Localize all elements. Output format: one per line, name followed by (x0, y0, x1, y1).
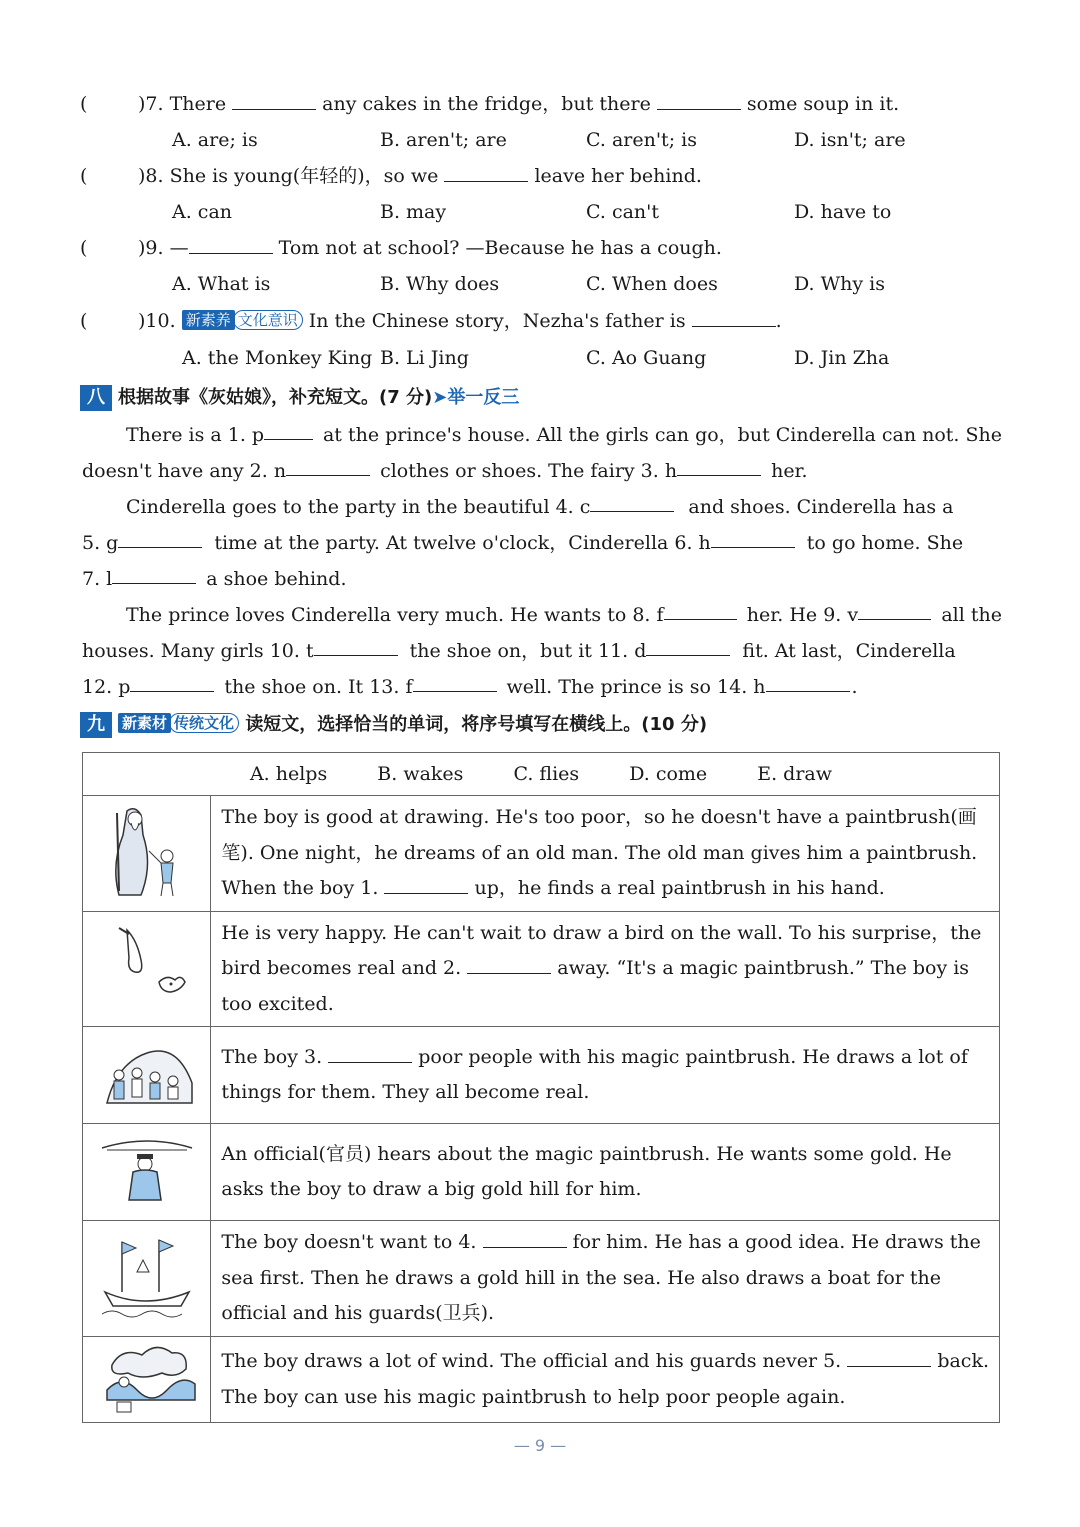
story-row (83, 1337, 1000, 1423)
new-literacy-badge: 新素养 (182, 310, 235, 330)
passage-text: well. The prince is so 14. h (506, 676, 766, 698)
answer-blank[interactable] (692, 304, 776, 327)
option-d[interactable]: D. Jin Zha (794, 347, 890, 369)
boat-sea-illustration (83, 1221, 211, 1337)
passage-text: 7. l (82, 568, 113, 590)
option-b[interactable]: B. may (380, 201, 447, 223)
story-line (221, 1225, 989, 1261)
question-text: some soup in it. (746, 93, 900, 115)
option-d[interactable]: D. Why is (794, 273, 886, 295)
fill-blank[interactable] (328, 1040, 412, 1063)
option-c[interactable]: C. Ao Guang (586, 347, 707, 369)
passage-line (82, 597, 1002, 633)
passage-text: 5. g (82, 532, 119, 554)
passage-line (82, 417, 1002, 453)
wind-waves-illustration (83, 1337, 211, 1423)
story-line: asks the boy to draw a big gold hill for him. (221, 1178, 642, 1200)
fill-blank[interactable] (590, 489, 674, 512)
passage-text: at the prince's house. All the girls can go，but Cinderella can not. She (322, 424, 1002, 446)
passage-text: fit. At last，Cinderella (742, 640, 956, 662)
passage-text: the shoe on. It 13. f (224, 676, 413, 698)
fill-blank[interactable] (112, 561, 196, 584)
option-b[interactable]: B. Li Jing (380, 347, 469, 369)
section-title: 读短文，选择恰当的单词，将序号填写在横线上。(10 分) (245, 714, 708, 735)
fill-blank[interactable] (130, 669, 214, 692)
option-c[interactable]: C. aren't; is (586, 129, 697, 151)
answer-blank[interactable] (232, 87, 316, 110)
answer-paren[interactable]: ( (80, 237, 88, 259)
story-text (211, 1027, 1000, 1124)
story-line (221, 1040, 989, 1076)
story-row (83, 911, 1000, 1027)
option-b[interactable]: B. aren't; are (380, 129, 507, 151)
answer-paren[interactable]: ( (80, 165, 88, 187)
question-text: Tom not at school? —Because he has a cough. (278, 237, 722, 259)
story-text (211, 1337, 1000, 1423)
passage-line (82, 453, 1002, 489)
poor-people-illustration (83, 1027, 211, 1124)
passage-text: time at the party. At twelve o'clock，Cinderella 6. h (214, 532, 711, 554)
passage-text: There is a 1. p (126, 424, 265, 446)
question-number: )8. (138, 165, 164, 187)
passage-line (82, 669, 1002, 705)
question-number: )9. (138, 237, 164, 259)
word-bank-row (83, 753, 1000, 796)
question-text: any cakes in the fridge，but there (322, 93, 651, 115)
fill-blank[interactable] (286, 453, 370, 476)
section-number: 九 (80, 712, 112, 738)
section-title: 根据故事《灰姑娘》，补充短文。(7 分) (118, 387, 433, 408)
question-text: In the Chinese story，Nezha's father is (308, 310, 686, 332)
story-line: He is very happy. He can't wait to draw a bird on the wall. To his surprise，the (221, 921, 982, 944)
question-number: )10. (138, 310, 176, 332)
story-line: 笔). One night，he dreams of an old man. The old man gives him a paintbrush. (221, 841, 978, 864)
fill-blank[interactable] (664, 597, 737, 620)
option-c[interactable]: C. When does (586, 273, 718, 295)
story-text-part: The boy doesn't want to 4. (221, 1231, 477, 1254)
page-number: — 9 — (513, 1436, 567, 1455)
question-text: leave her behind. (534, 165, 702, 187)
option-d[interactable]: D. have to (794, 201, 892, 223)
passage-text: clothes or shoes. The fairy 3. h (380, 460, 678, 482)
fill-blank[interactable] (264, 417, 313, 440)
passage-text: . (851, 676, 858, 698)
story-row (83, 796, 1000, 912)
magic-paintbrush-table (82, 752, 1000, 1423)
old-man-boy-illustration (83, 796, 211, 912)
word-option: B. wakes (377, 763, 464, 785)
passage-text: her. (771, 460, 808, 482)
question-text: She is young(年轻的)，so we (169, 165, 439, 187)
options-10 (80, 340, 1000, 376)
story-text-part: The boy draws a lot of wind. The official and his guards never 5. (221, 1350, 842, 1372)
passage-text: doesn't have any 2. n (82, 460, 287, 482)
story-line: things for them. They all become real. (221, 1081, 590, 1103)
passage-text: Cinderella goes to the party in the beautiful 4. c (126, 496, 591, 518)
option-a[interactable]: A. the Monkey King (182, 347, 373, 369)
story-text-part: up，he finds a real paintbrush in his hand. (474, 877, 885, 899)
option-d[interactable]: D. isn't; are (794, 129, 906, 151)
section-9-header (80, 710, 707, 740)
story-text-part: poor people with his magic paintbrush. He draws a lot of (418, 1045, 968, 1068)
story-line: The boy is good at drawing. He's too poor，so he doesn't have a paintbrush(画 (221, 806, 977, 828)
fill-blank[interactable] (646, 633, 730, 656)
fill-blank[interactable] (413, 669, 497, 692)
story-text-part: back. (937, 1350, 989, 1372)
word-option: A. helps (249, 763, 328, 785)
passage-text: 12. p (82, 676, 131, 698)
story-line: sea first. Then he draws a gold hill in the sea. He also draws a boat for the (221, 1266, 942, 1289)
story-text-part: away. “It's a magic paintbrush.” The boy is (557, 957, 970, 979)
passage-text: a shoe behind. (206, 568, 347, 590)
word-option: C. flies (513, 763, 580, 785)
options-9 (80, 266, 1000, 302)
story-text-part: When the boy 1. (221, 877, 379, 899)
story-text-part: bird becomes real and 2. (221, 957, 462, 979)
tip-link[interactable]: ➤举一反三 (432, 387, 520, 408)
question-text: There (169, 93, 227, 115)
answer-blank[interactable] (189, 231, 273, 254)
story-line: An official(官员) hears about the magic paintbrush. He wants some gold. He (221, 1142, 952, 1165)
option-b[interactable]: B. Why does (380, 273, 500, 295)
story-text (211, 796, 1000, 912)
story-text (211, 1221, 1000, 1337)
option-a[interactable]: A. can (172, 201, 233, 223)
option-a[interactable]: A. What is (172, 273, 271, 295)
fill-blank[interactable] (858, 597, 931, 620)
story-row (83, 1027, 1000, 1124)
passage-line (82, 489, 1002, 525)
passage-line (82, 633, 1002, 669)
fill-blank[interactable] (677, 453, 761, 476)
passage-line (82, 525, 1002, 561)
passage-text: to go home. She (806, 532, 964, 554)
fill-blank[interactable] (384, 871, 468, 894)
story-row (83, 1221, 1000, 1337)
story-text-part: for him. He has a good idea. He draws the (572, 1231, 981, 1254)
culture-awareness-badge: 文化意识 (233, 310, 303, 330)
traditional-culture-badge: 传统文化 (169, 713, 239, 733)
story-line: The boy can use his magic paintbrush to help poor people again. (221, 1385, 846, 1408)
story-line (221, 1344, 989, 1380)
answer-blank[interactable] (657, 87, 741, 110)
options-7 (80, 122, 1000, 158)
brush-bird-illustration (83, 911, 211, 1027)
fill-blank[interactable] (711, 525, 795, 548)
question-text: — (169, 237, 189, 259)
passage-text: houses. Many girls 10. t (82, 640, 314, 662)
story-text-part: The boy 3. (221, 1045, 323, 1068)
word-option: D. come (629, 763, 708, 785)
answer-paren[interactable]: ( (80, 93, 88, 115)
passage-text: the shoe on，but it 11. d (409, 640, 647, 662)
word-bank (83, 753, 1000, 796)
story-line (221, 871, 989, 907)
passage-text: and shoes. Cinderella has a (688, 496, 954, 518)
passage-text: her. He 9. v (746, 604, 859, 626)
cinderella-passage (82, 417, 1002, 705)
fill-blank[interactable] (483, 1225, 567, 1248)
passage-text: all the (941, 604, 1002, 626)
fill-blank[interactable] (314, 633, 398, 656)
section-8-header (80, 383, 519, 413)
word-option: E. draw (757, 763, 833, 785)
story-line (221, 951, 989, 987)
story-text (211, 1124, 1000, 1221)
answer-paren[interactable]: ( (80, 310, 88, 332)
answer-blank[interactable] (444, 159, 528, 182)
option-c[interactable]: C. can't (586, 201, 660, 223)
section-number: 八 (80, 385, 112, 411)
passage-text: The prince loves Cinderella very much. He wants to 8. f (126, 604, 664, 626)
story-line: too excited. (221, 992, 334, 1015)
fill-blank[interactable] (467, 951, 551, 974)
fill-blank[interactable] (766, 669, 850, 692)
fill-blank[interactable] (847, 1344, 931, 1367)
fill-blank[interactable] (118, 525, 202, 548)
story-row (83, 1124, 1000, 1221)
passage-line (82, 561, 1002, 597)
question-number: )7. (138, 93, 164, 115)
options-8 (80, 194, 1000, 230)
story-line: official and his guards(卫兵). (221, 1302, 495, 1325)
official-illustration (83, 1124, 211, 1221)
story-text (211, 911, 1000, 1027)
new-material-badge: 新素材 (118, 713, 171, 733)
question-text: . (775, 310, 782, 332)
option-a[interactable]: A. are; is (172, 129, 258, 151)
